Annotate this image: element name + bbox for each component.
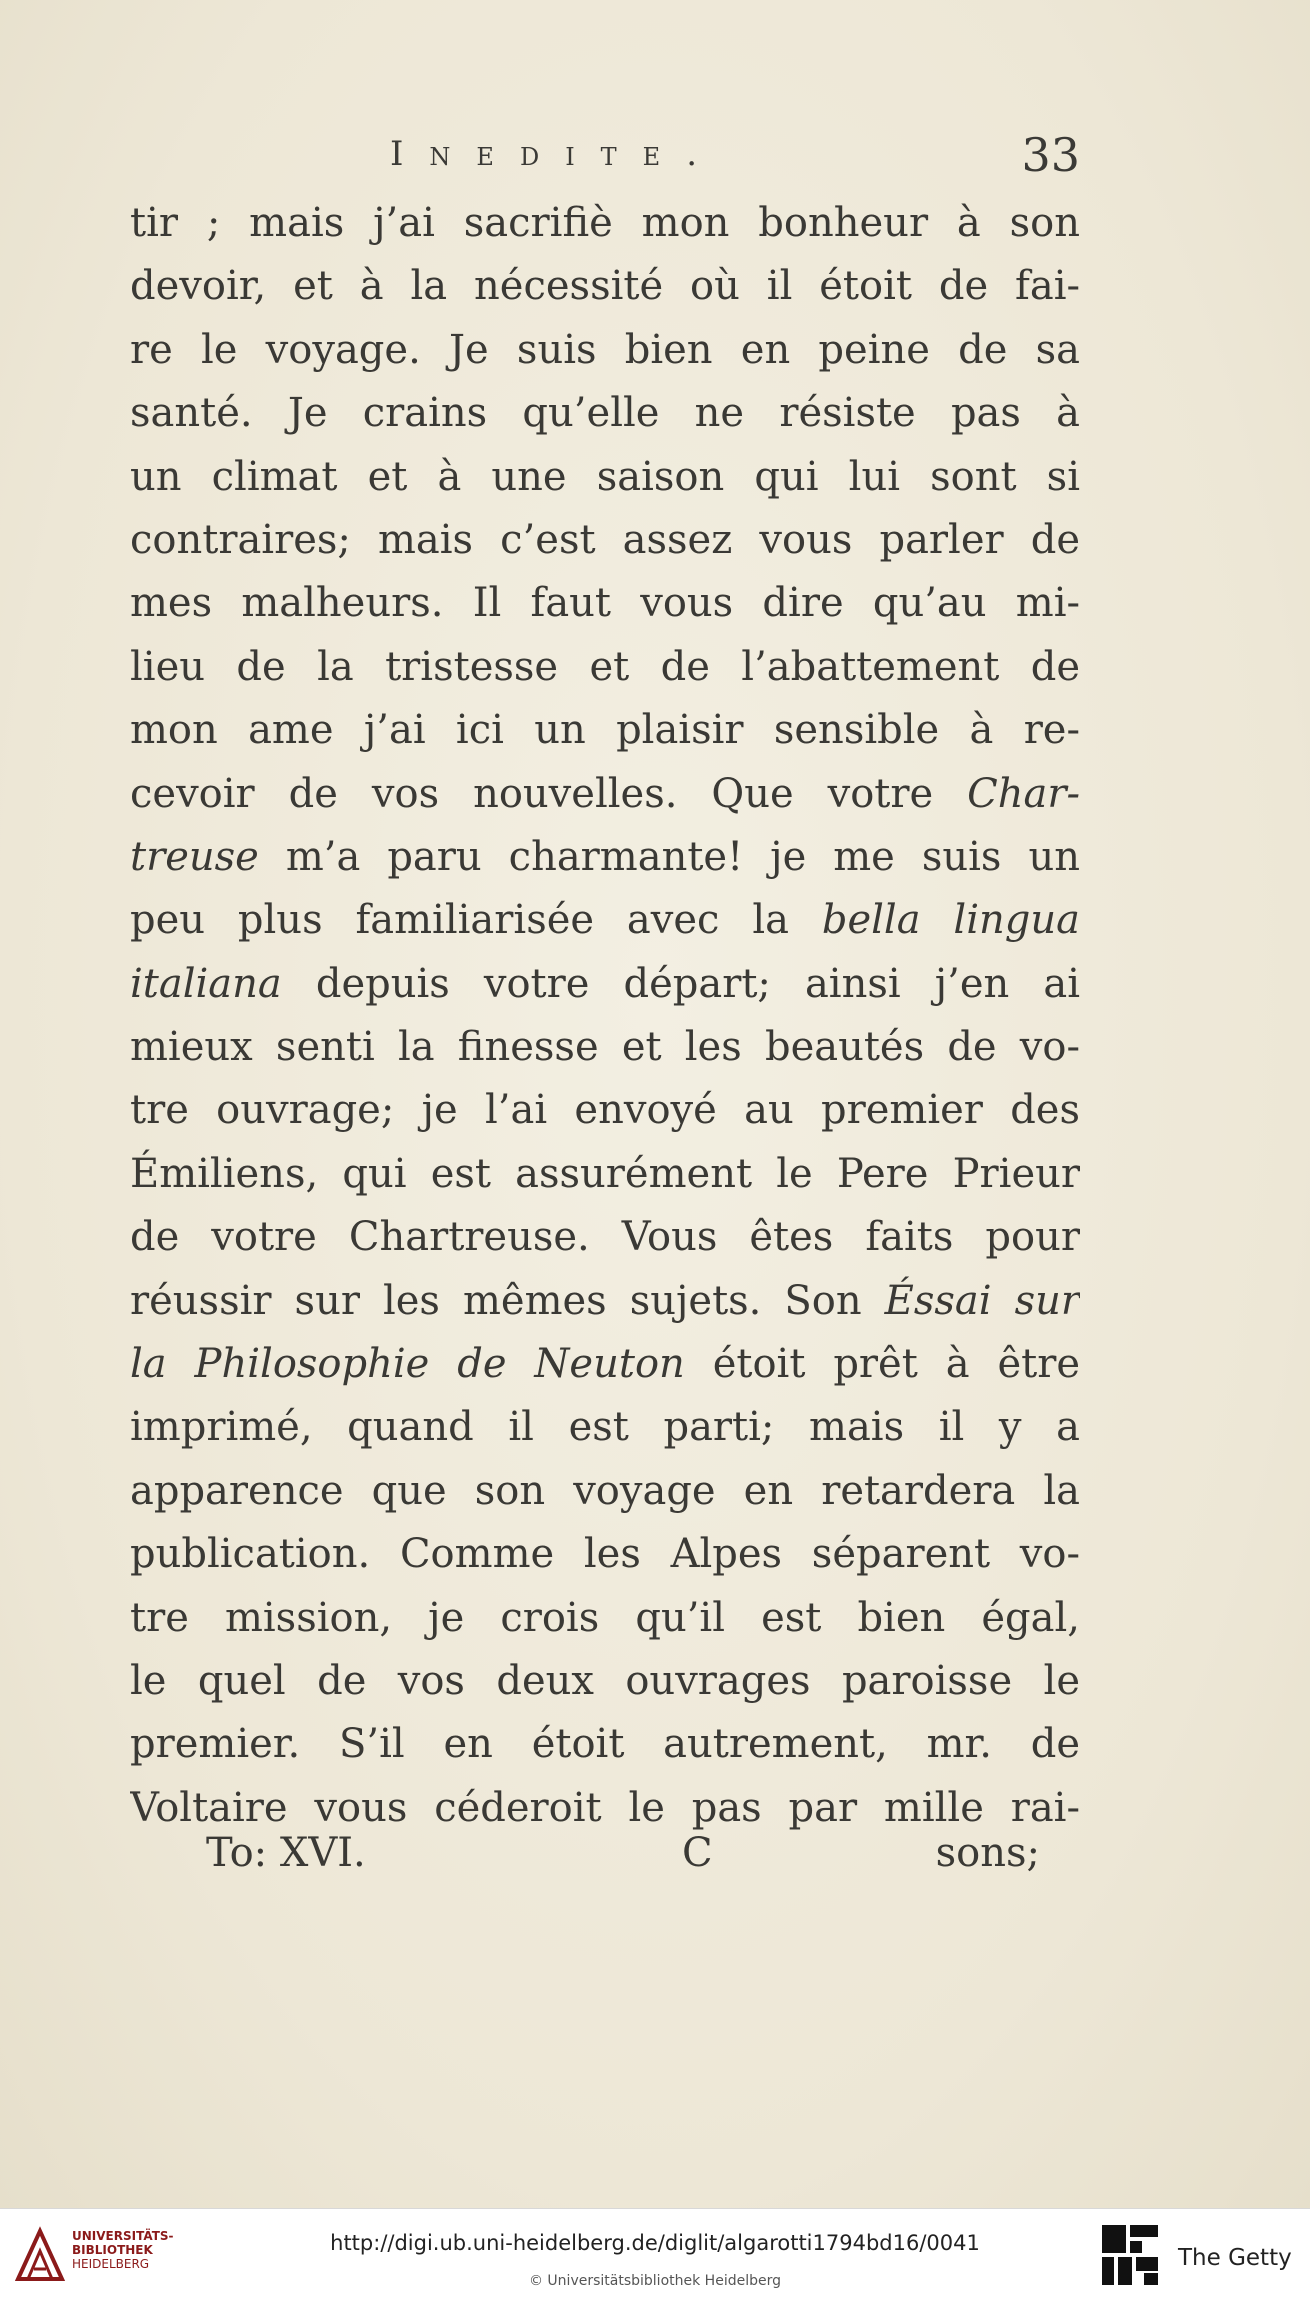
text-line xyxy=(130,1143,1080,1206)
line-text: tir ; mais j’ai sacrifiè mon bonheur à son xyxy=(130,200,1080,246)
text-line xyxy=(130,1650,1080,1713)
library-name-line-2: BIBLIOTHEK xyxy=(72,2243,153,2257)
italic-text: la Philosophie de Neuton xyxy=(130,1341,685,1388)
line-text: réussir sur les mêmes sujets. Son xyxy=(130,1277,885,1324)
text-line xyxy=(130,192,1080,255)
line-text: apparence que son voyage en retardera la xyxy=(130,1467,1080,1514)
line-text: publication. Comme les Alpes séparent vo- xyxy=(130,1531,1080,1578)
text-line xyxy=(130,319,1080,382)
line-text: contraires; mais c’est assez vous parler de xyxy=(130,516,1080,563)
line-text: de votre Chartreuse. Vous êtes faits pour xyxy=(130,1214,1080,1261)
library-name-line-1: UNIVERSITÄTS- xyxy=(72,2229,174,2243)
text-line xyxy=(130,1079,1080,1142)
line-text: imprimé, quand il est parti; mais il y a xyxy=(130,1404,1080,1451)
text-line xyxy=(130,699,1080,762)
text-line xyxy=(130,636,1080,699)
line-text: mon ame j’ai ici un plaisir sensible à re- xyxy=(130,707,1080,754)
signature-mark: C xyxy=(682,1830,713,1876)
line-text: mes malheurs. Il faut vous dire qu’au mi- xyxy=(130,580,1080,627)
line-text: cevoir de vos nouvelles. Que votre xyxy=(130,770,968,817)
text-line xyxy=(130,255,1080,318)
italic-text: bella lingua xyxy=(821,897,1080,944)
line-text: re le voyage. Je suis bien en peine de sa xyxy=(130,326,1080,373)
text-line xyxy=(130,826,1080,889)
text-line xyxy=(130,1396,1080,1459)
line-text: devoir, et à la nécessité où il étoit de fai- xyxy=(130,263,1080,310)
permalink-url[interactable]: http://digi.ub.uni-heidelberg.de/diglit/algarotti1794bd16/0041 xyxy=(330,2231,980,2255)
volume-mark: To: XVI. xyxy=(206,1830,366,1876)
line-text: un climat et à une saison qui lui sont si xyxy=(130,453,1080,500)
text-line xyxy=(130,953,1080,1016)
text-line xyxy=(130,1713,1080,1776)
text-line xyxy=(130,1206,1080,1269)
line-text: peu plus familiarisée avec la xyxy=(130,897,822,944)
italic-text: treuse xyxy=(130,833,259,880)
sponsor-name: The Getty xyxy=(1178,2245,1292,2271)
running-title: Inedite. xyxy=(390,134,724,174)
line-text: étoit prêt à être xyxy=(684,1341,1080,1388)
text-line xyxy=(130,572,1080,635)
line-text: premier. S’il en étoit autrement, mr. de xyxy=(130,1721,1080,1768)
line-text: le quel de vos deux ouvrages paroisse le xyxy=(130,1657,1080,1704)
text-line xyxy=(130,446,1080,509)
getty-logo-icon xyxy=(1100,2223,1160,2287)
library-name-line-3: HEIDELBERG xyxy=(72,2257,150,2271)
viewer-footer xyxy=(0,2208,1310,2303)
line-text: Émiliens, qui est assurément le Pere Prieur xyxy=(130,1150,1080,1197)
italic-text: Char- xyxy=(967,770,1080,817)
line-text: tre ouvrage; je l’ai envoyé au premier des xyxy=(130,1087,1080,1134)
line-text: tre mission, je crois qu’il est bien égal, xyxy=(130,1594,1080,1641)
text-line xyxy=(130,382,1080,445)
text-line xyxy=(130,1460,1080,1523)
text-line xyxy=(130,1016,1080,1079)
italic-text: italiana xyxy=(130,960,282,1007)
copyright-notice: © Universitätsbibliothek Heidelberg xyxy=(528,2273,781,2289)
text-line xyxy=(130,1333,1080,1396)
page-number: 33 xyxy=(1021,128,1080,182)
catchword: sons; xyxy=(935,1830,1040,1876)
letter-text xyxy=(130,192,1080,1840)
line-text: depuis votre départ; ainsi j’en ai xyxy=(281,960,1080,1007)
italic-text: Éssai sur xyxy=(884,1277,1080,1324)
running-head xyxy=(130,128,1080,188)
line-text: lieu de la tristesse et de l’abattement de xyxy=(130,643,1080,690)
line-text: Voltaire vous céderoit le pas par mille rai- xyxy=(130,1784,1080,1831)
text-line xyxy=(130,1270,1080,1333)
line-text: m’a paru charmante! je me suis un xyxy=(258,833,1080,880)
line-text: santé. Je crains qu’elle ne résiste pas à xyxy=(130,390,1080,437)
text-line xyxy=(130,763,1080,826)
signature-line xyxy=(130,1830,1080,1890)
text-line xyxy=(130,1587,1080,1650)
text-line xyxy=(130,509,1080,572)
line-text: mieux senti la finesse et les beautés de vo- xyxy=(130,1024,1080,1071)
text-line xyxy=(130,889,1080,952)
text-line xyxy=(130,1523,1080,1586)
